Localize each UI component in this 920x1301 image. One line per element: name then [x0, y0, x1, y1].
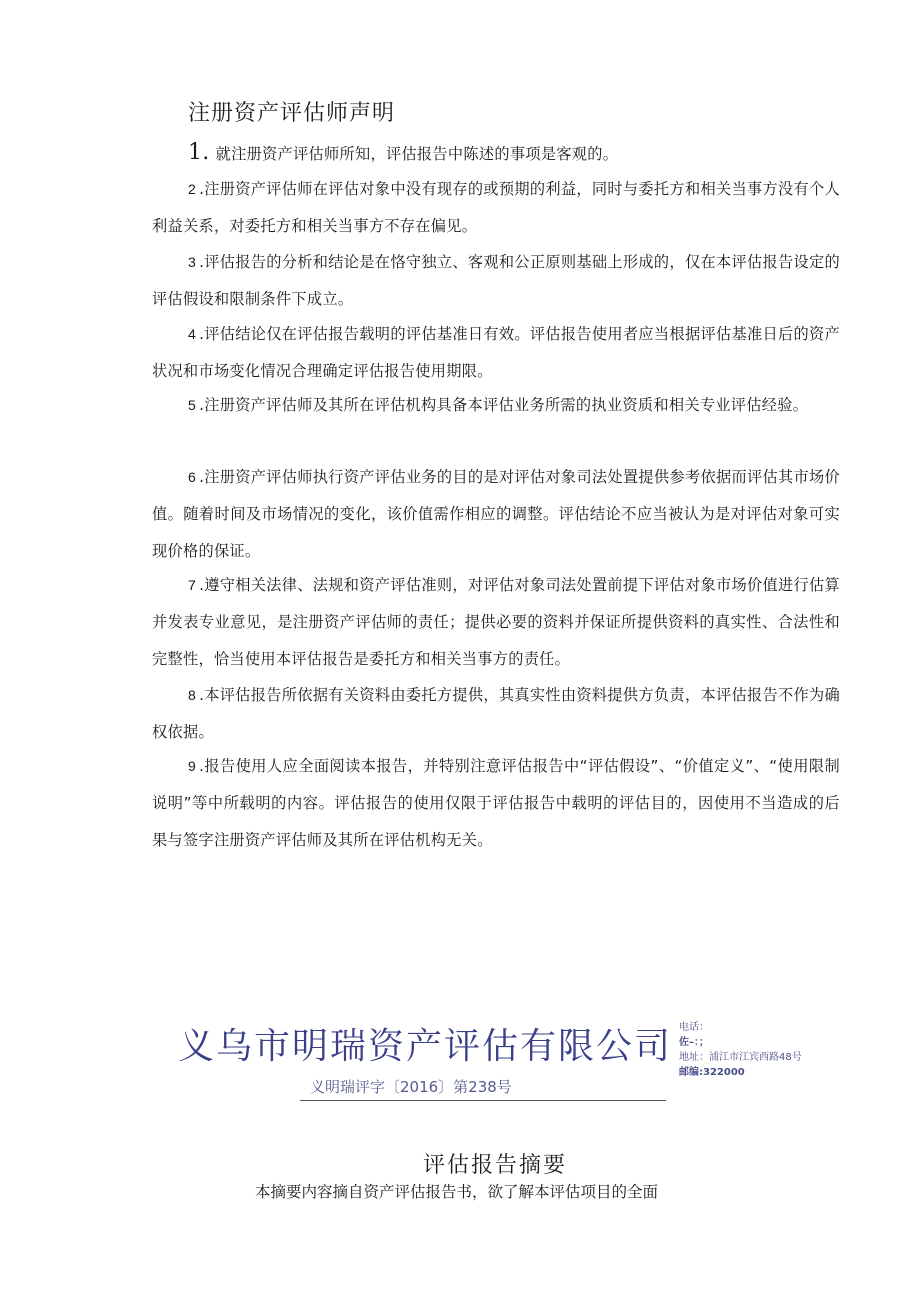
item-text: .注册资产评估师及其所在评估机构具备本评估业务所需的执业资质和相关专业评估经验。 — [199, 396, 809, 414]
item-number: 1. — [188, 140, 210, 165]
declaration-item-2 — [152, 171, 840, 245]
declaration-item-4 — [152, 316, 840, 390]
contact-phone: 电话： — [679, 1022, 709, 1033]
summary-text: 本摘要内容摘自资产评估报告书，欲了解本评估项目的全面 — [255, 1183, 659, 1201]
item-text: .注册资产评估师执行资产评估业务的目的是对评估对象司法处置提供参考依据而评估其市场价值。随着时间及市场情况的变化，该价值需作相应的调整。评估结论不应当被认为是对评估对象可实现价格的保证。 — [152, 468, 840, 560]
item-text: .遵守相关法律、法规和资产评估准则，对评估对象司法处置前提下评估对象市场价值进行估算并发表专业意见，是注册资产评估师的责任；提供必要的资料并保证所提供资料的真实性、合法性和完整性，恰当使用本评估报告是委托方和相关当事方的责任。 — [152, 576, 840, 668]
item-number: 9 — [188, 758, 197, 774]
item-number: 6 — [188, 469, 197, 485]
declaration-item-5 — [152, 387, 840, 424]
contact-address: 地址：浦江市江宾西路48号 — [679, 1052, 802, 1063]
declaration-item-1 — [152, 134, 840, 173]
item-number: 4 — [188, 326, 197, 342]
item-number: 5 — [188, 397, 197, 413]
item-text: .本评估报告所依据有关资料由委托方提供，其真实性由资料提供方负责，本评估报告不作为确权依据。 — [152, 686, 840, 741]
item-text: .评估报告的分析和结论是在恪守独立、客观和公正原则基础上形成的，仅在本评估报告设定的评估假设和限制条件下成立。 — [152, 253, 840, 308]
item-number: 2 — [188, 181, 197, 197]
item-number: 3 — [188, 254, 197, 270]
declaration-item-3 — [152, 244, 840, 318]
contact-fax: 佐–：； — [679, 1037, 709, 1048]
company-name: 义乌市明瑞资产评估有限公司 — [178, 1026, 673, 1067]
declaration-title: 注册资产评估师声明 — [188, 101, 396, 126]
declaration-item-8 — [152, 677, 840, 751]
declaration-item-6 — [152, 459, 840, 570]
item-number: 8 — [188, 687, 197, 703]
contact-postcode: 邮编:322000 — [679, 1067, 745, 1078]
summary-title: 评估报告摘要 — [422, 1153, 567, 1178]
contact-block — [679, 1020, 802, 1080]
item-number: 7 — [188, 577, 197, 593]
report-reference-number: 义明瑞评字〔2016〕第238号 — [300, 1076, 666, 1101]
declaration-item-7 — [152, 567, 840, 678]
item-text: .注册资产评估师在评估对象中没有现存的或预期的利益，同时与委托方和相关当事方没有个人利益关系，对委托方和相关当事方不存在偏见。 — [152, 180, 840, 235]
item-text: .评估结论仅在评估报告载明的评估基准日有效。评估报告使用者应当根据评估基准日后的资产状况和市场变化情况合理确定评估报告使用期限。 — [152, 325, 840, 380]
item-text: .报告使用人应全面阅读本报告，并特别注意评估报告中“评估假设”、“价值定义”、“使用限制说明”等中所载明的内容。评估报告的使用仅限于评估报告中载明的评估目的，因使用不当造成的后果与签字注册资产评估师及其所在评估机构无关。 — [152, 757, 840, 849]
declaration-item-9 — [152, 748, 840, 859]
item-text: 就注册资产评估师所知，评估报告中陈述的事项是客观的。 — [215, 145, 619, 163]
